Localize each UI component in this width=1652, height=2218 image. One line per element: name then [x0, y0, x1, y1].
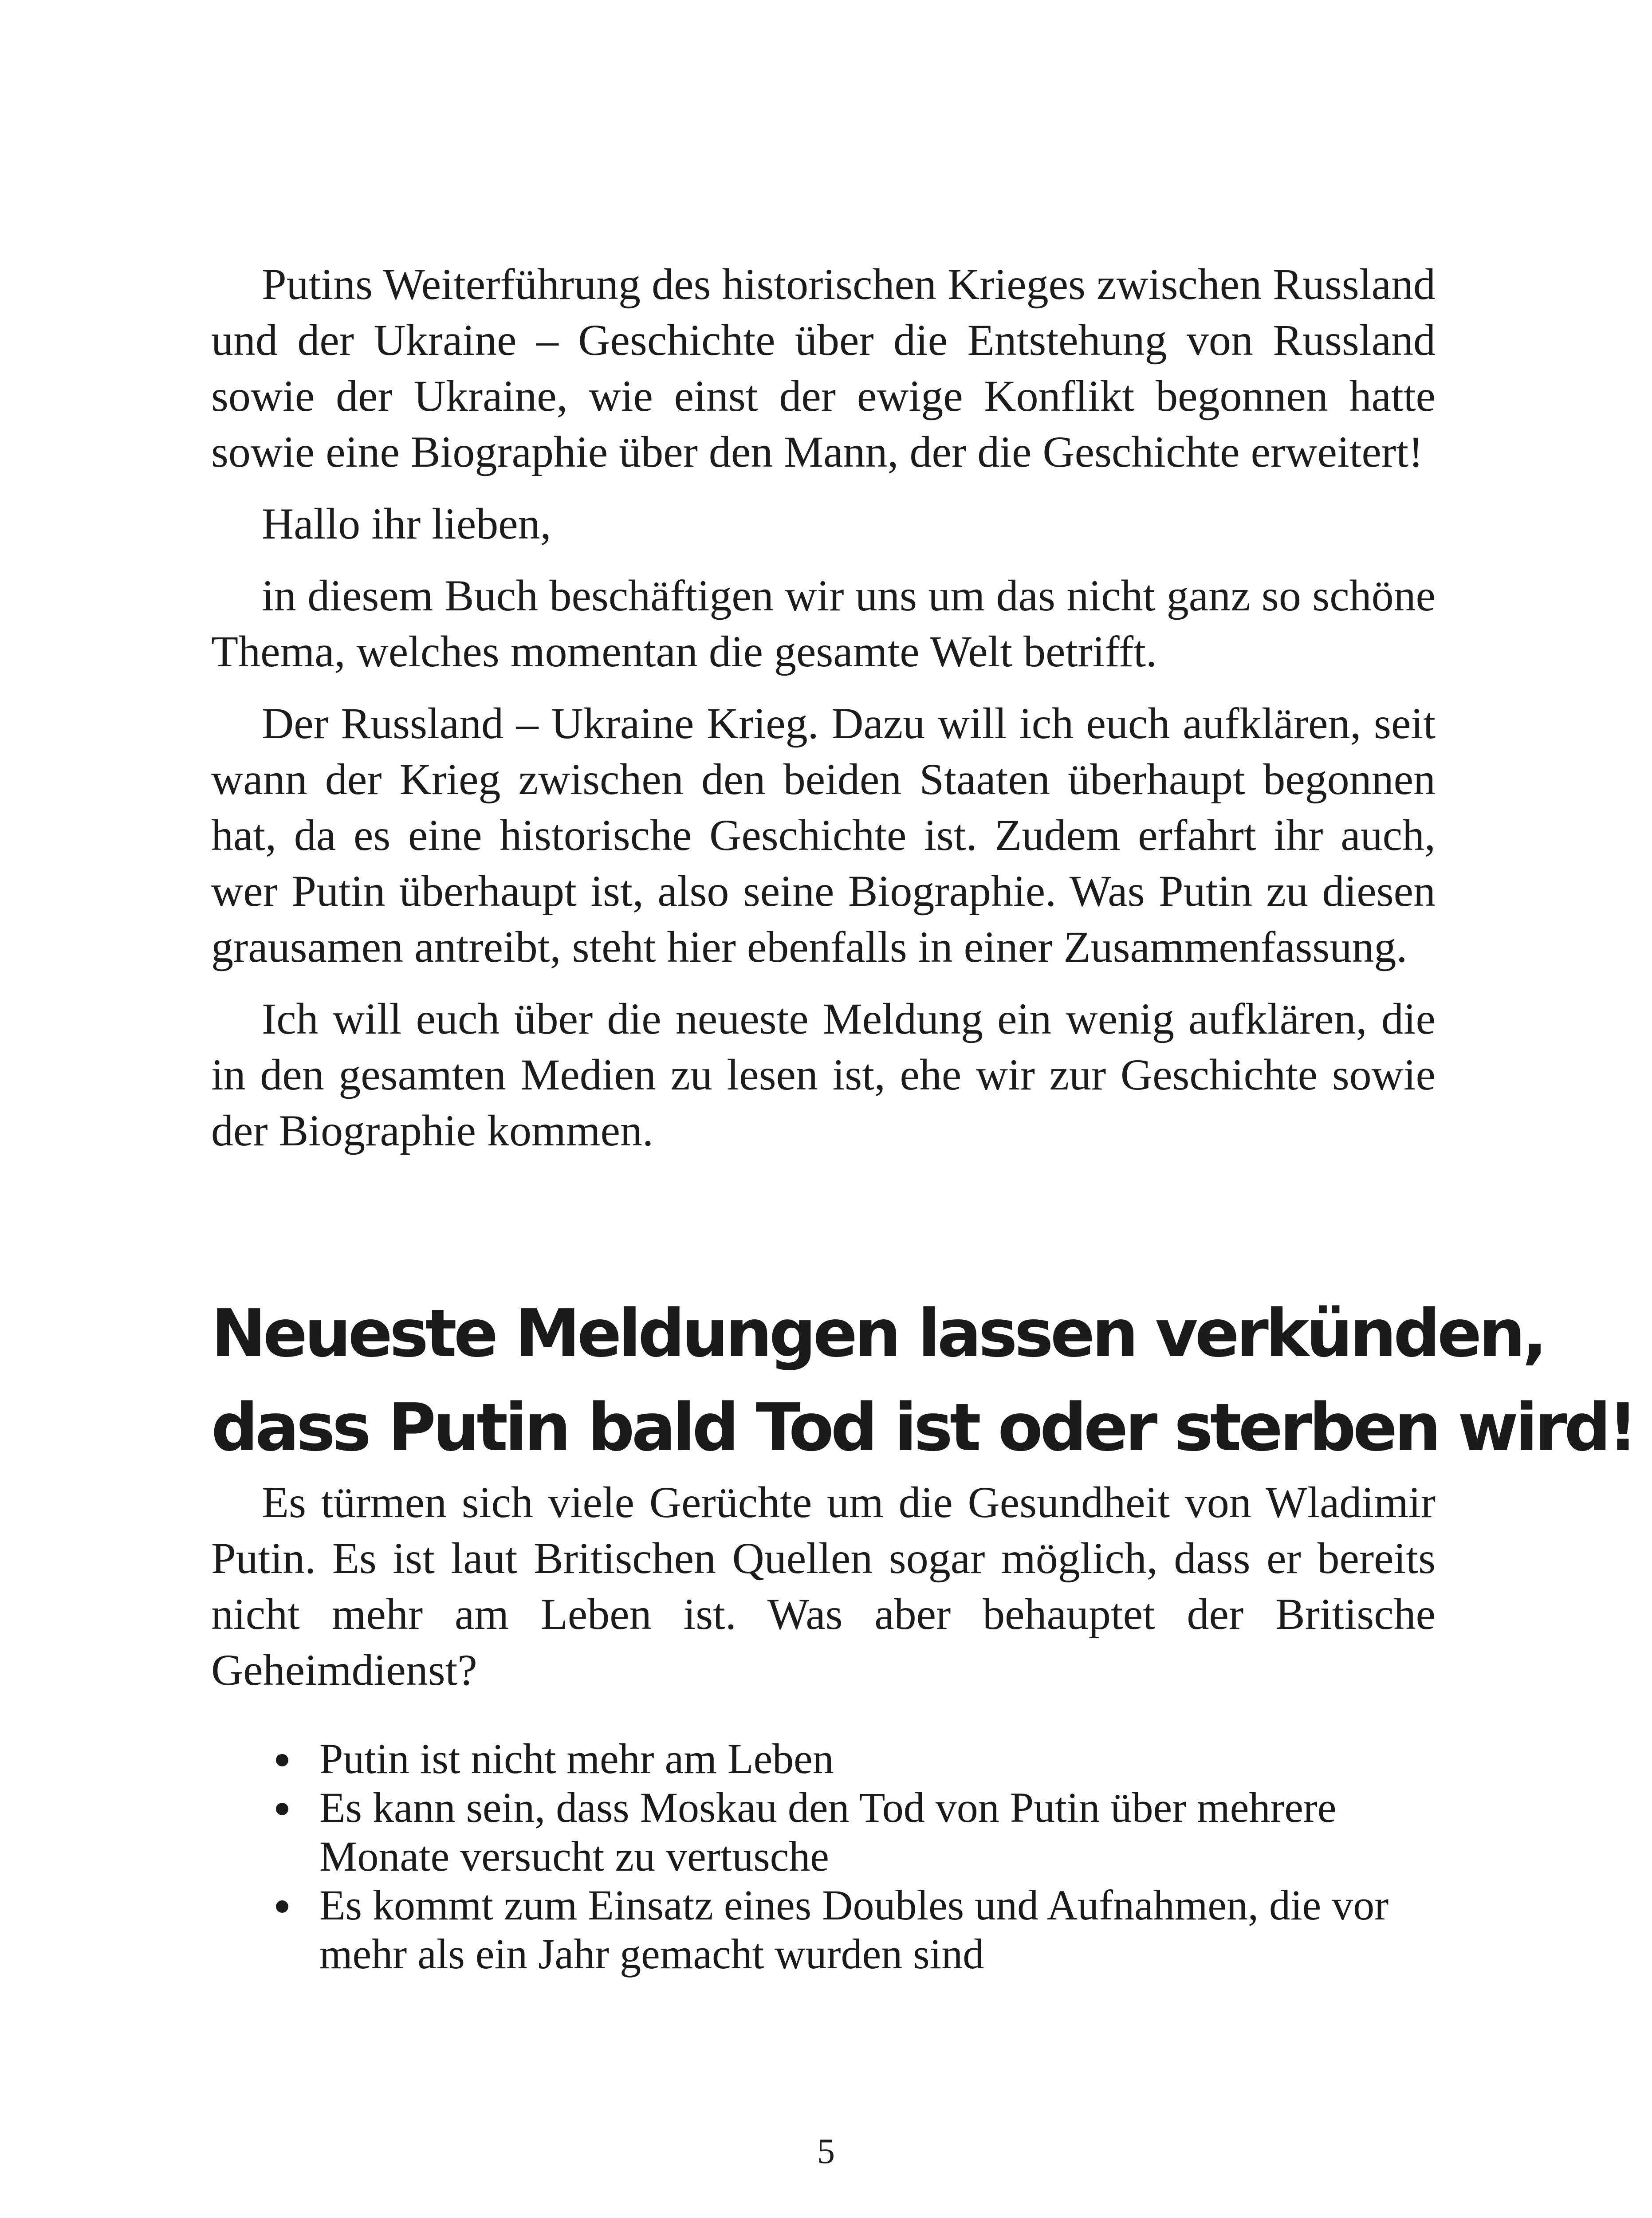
section-heading [211, 1286, 1635, 1475]
intro-paragraph-title: Putins Weiterführung des historischen Krieges zwischen Russland und der Ukraine – Geschichte über die Entstehung von Russland sowie der Ukraine, wie einst der ewige Konflikt begonnen hatte sowie eine Biographie über den Mann, der die Geschichte erweitert! [211, 260, 1436, 476]
bullet-item [262, 1783, 1459, 1881]
greeting-paragraph: Hallo ihr lieben, [262, 499, 551, 548]
rumors-paragraph: Es türmen sich viele Gerüchte um die Gesundheit von Wladimir Putin. Es ist laut Britischen Quellen sogar möglich, dass er bereits nicht mehr am Leben ist. Was aber behauptet der Britische Geheimdienst? [211, 1478, 1436, 1695]
bullet-text: Putin ist nicht mehr am Leben [319, 1735, 834, 1782]
bullet-item [262, 1881, 1459, 1978]
page-number: 5 [817, 2132, 835, 2171]
bullet-dot-icon [276, 1803, 288, 1815]
section-text-block [211, 1475, 1436, 1714]
topic-paragraph: in diesem Buch beschäftigen wir uns um das nicht ganz so schöne Thema, welches momentan die gesamte Welt betrifft. [211, 571, 1436, 676]
bullet-dot-icon [276, 1754, 288, 1766]
bullet-text: Es kommt zum Einsatz eines Doubles und Aufnahmen, die vor mehr als ein Jahr gemacht wurden sind [319, 1881, 1389, 1978]
bullet-item [262, 1734, 1459, 1783]
claims-bullet-list [262, 1734, 1459, 1978]
section-heading-line-1: Neueste Meldungen lassen verkünden, [211, 1295, 1544, 1372]
section-heading-line-2: dass Putin bald Tod ist oder sterben wird! [211, 1389, 1635, 1466]
intro-text-block [211, 256, 1436, 1175]
bullet-dot-icon [276, 1900, 288, 1913]
war-overview-paragraph: Der Russland – Ukraine Krieg. Dazu will ich euch aufklären, seit wann der Krieg zwischen den beiden Staaten überhaupt begonnen hat, da es eine historische Geschichte ist. Zudem erfahrt ihr auch, wer Putin überhaupt ist, also seine Biographie. Was Putin zu diesen grausamen antreibt, steht hier ebenfalls in einer Zusammenfassung. [211, 699, 1436, 971]
news-intro-paragraph: Ich will euch über die neueste Meldung ein wenig aufklären, die in den gesamten Medien zu lesen ist, ehe wir zur Geschichte sowie der Biographie kommen. [211, 994, 1436, 1155]
bullet-text: Es kann sein, dass Moskau den Tod von Putin über mehrere Monate versucht zu vertusche [319, 1784, 1337, 1880]
